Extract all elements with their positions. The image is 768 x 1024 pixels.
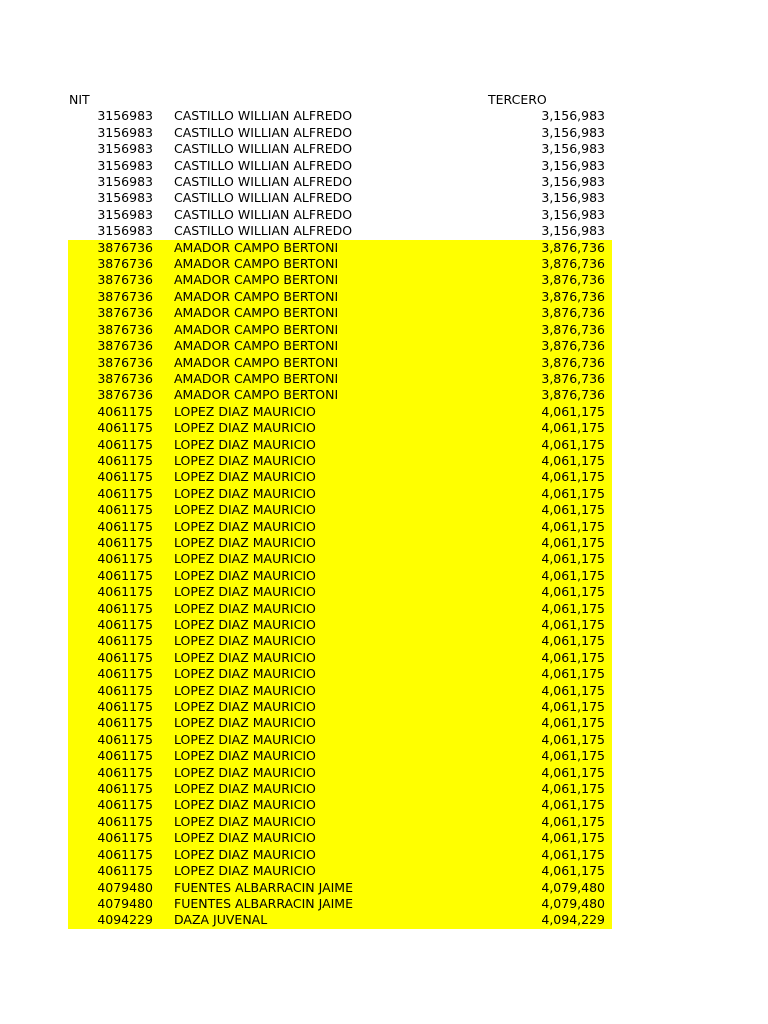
nit-cell: 4061175 <box>97 649 153 665</box>
nit-cell: 3876736 <box>97 354 153 370</box>
nit-cell: 3156983 <box>97 190 153 206</box>
table-row <box>68 683 612 699</box>
nit-cell: 4061175 <box>97 452 153 468</box>
table-row <box>68 404 612 420</box>
value-cell: 3,876,736 <box>541 256 605 272</box>
table-row <box>68 584 612 600</box>
nit-cell: 3156983 <box>97 174 153 190</box>
name-cell: LOPEZ DIAZ MAURICIO <box>174 551 316 567</box>
name-cell: LOPEZ DIAZ MAURICIO <box>174 682 316 698</box>
name-cell: LOPEZ DIAZ MAURICIO <box>174 600 316 616</box>
name-cell: LOPEZ DIAZ MAURICIO <box>174 502 316 518</box>
name-cell: LOPEZ DIAZ MAURICIO <box>174 567 316 583</box>
value-cell: 3,156,983 <box>541 174 605 190</box>
table-row <box>68 223 612 239</box>
name-cell: LOPEZ DIAZ MAURICIO <box>174 518 316 534</box>
value-cell: 4,061,175 <box>541 715 605 731</box>
value-cell: 4,061,175 <box>541 469 605 485</box>
name-cell: LOPEZ DIAZ MAURICIO <box>174 781 316 797</box>
table-row <box>68 601 612 617</box>
value-cell: 4,094,229 <box>541 912 605 928</box>
table-row <box>68 797 612 813</box>
name-cell: LOPEZ DIAZ MAURICIO <box>174 469 316 485</box>
table-body <box>68 108 612 928</box>
value-cell: 4,061,175 <box>541 452 605 468</box>
nit-cell: 4061175 <box>97 715 153 731</box>
table-row <box>68 125 612 141</box>
name-cell: AMADOR CAMPO BERTONI <box>174 354 339 370</box>
name-cell: LOPEZ DIAZ MAURICIO <box>174 715 316 731</box>
name-cell: LOPEZ DIAZ MAURICIO <box>174 764 316 780</box>
nit-cell: 3156983 <box>97 157 153 173</box>
value-cell: 3,876,736 <box>541 338 605 354</box>
value-cell: 3,156,983 <box>541 124 605 140</box>
name-cell: LOPEZ DIAZ MAURICIO <box>174 617 316 632</box>
table-row <box>68 240 612 256</box>
name-cell: AMADOR CAMPO BERTONI <box>174 338 339 354</box>
table-row <box>68 551 612 567</box>
name-cell: LOPEZ DIAZ MAURICIO <box>174 797 316 813</box>
nit-cell: 4061175 <box>97 534 153 550</box>
nit-cell: 4061175 <box>97 436 153 452</box>
value-cell: 4,061,175 <box>541 502 605 518</box>
name-cell: LOPEZ DIAZ MAURICIO <box>174 863 316 879</box>
value-cell: 4,061,175 <box>541 748 605 764</box>
name-cell: LOPEZ DIAZ MAURICIO <box>174 666 316 682</box>
nit-cell: 4079480 <box>97 895 153 911</box>
nit-cell: 4061175 <box>97 863 153 879</box>
table-row <box>68 207 612 223</box>
value-cell: 3,876,736 <box>541 305 605 321</box>
name-cell: AMADOR CAMPO BERTONI <box>174 272 339 288</box>
value-cell: 4,061,175 <box>541 485 605 501</box>
value-cell: 4,079,480 <box>541 879 605 895</box>
nit-cell: 3156983 <box>97 223 153 239</box>
table-row <box>68 437 612 453</box>
nit-cell: 3156983 <box>97 141 153 157</box>
name-cell: CASTILLO WILLIAN ALFREDO <box>174 223 353 239</box>
value-cell: 4,061,175 <box>541 518 605 534</box>
table-row <box>68 174 612 190</box>
table-row <box>68 863 612 879</box>
value-cell: 4,061,175 <box>541 682 605 698</box>
nit-cell: 4061175 <box>97 748 153 764</box>
name-cell: LOPEZ DIAZ MAURICIO <box>174 485 316 501</box>
table-row <box>68 732 612 748</box>
table-row <box>68 305 612 321</box>
name-cell: LOPEZ DIAZ MAURICIO <box>174 813 316 829</box>
value-cell: 4,061,175 <box>541 699 605 715</box>
name-cell: AMADOR CAMPO BERTONI <box>174 239 339 255</box>
name-cell: LOPEZ DIAZ MAURICIO <box>174 452 316 468</box>
value-cell: 3,876,736 <box>541 370 605 386</box>
nit-cell: 3876736 <box>97 272 153 288</box>
table-row <box>68 748 612 764</box>
nit-cell: 3876736 <box>97 256 153 272</box>
nit-cell: 4061175 <box>97 830 153 846</box>
nit-cell: 4061175 <box>97 633 153 649</box>
nit-cell: 4061175 <box>97 731 153 747</box>
table-row <box>68 108 612 124</box>
name-cell: LOPEZ DIAZ MAURICIO <box>174 633 316 649</box>
value-cell: 3,156,983 <box>541 108 605 124</box>
nit-cell: 4061175 <box>97 764 153 780</box>
table-row <box>68 371 612 387</box>
nit-cell: 4061175 <box>97 617 153 632</box>
nit-cell: 4061175 <box>97 666 153 682</box>
name-cell: FUENTES ALBARRACIN JAIME <box>174 879 353 895</box>
nit-cell: 3876736 <box>97 305 153 321</box>
header-row <box>68 92 612 108</box>
table-row <box>68 322 612 338</box>
table-row <box>68 190 612 206</box>
name-cell: LOPEZ DIAZ MAURICIO <box>174 436 316 452</box>
table-row <box>68 272 612 288</box>
name-cell: DAZA JUVENAL <box>174 912 268 928</box>
value-cell: 4,061,175 <box>541 649 605 665</box>
spreadsheet <box>68 92 612 929</box>
table-row <box>68 814 612 830</box>
name-cell: LOPEZ DIAZ MAURICIO <box>174 420 316 436</box>
name-cell: LOPEZ DIAZ MAURICIO <box>174 584 316 600</box>
nit-cell: 4061175 <box>97 567 153 583</box>
value-cell: 3,876,736 <box>541 387 605 403</box>
nit-cell: 4061175 <box>97 699 153 715</box>
nit-cell: 3876736 <box>97 370 153 386</box>
name-cell: LOPEZ DIAZ MAURICIO <box>174 748 316 764</box>
table-row <box>68 715 612 731</box>
value-cell: 3,156,983 <box>541 206 605 222</box>
table-row <box>68 847 612 863</box>
table-row <box>68 141 612 157</box>
table-row <box>68 568 612 584</box>
table-row <box>68 633 612 649</box>
value-cell: 4,061,175 <box>541 731 605 747</box>
nit-cell: 3876736 <box>97 239 153 255</box>
nit-cell: 3156983 <box>97 206 153 222</box>
value-cell: 3,156,983 <box>541 141 605 157</box>
nit-cell: 4061175 <box>97 600 153 616</box>
nit-cell: 4061175 <box>97 846 153 862</box>
table-row <box>68 781 612 797</box>
table-row <box>68 650 612 666</box>
table-row <box>68 830 612 846</box>
nit-cell: 4061175 <box>97 502 153 518</box>
value-cell: 4,061,175 <box>541 633 605 649</box>
value-cell: 4,061,175 <box>541 403 605 419</box>
table-row <box>68 912 612 928</box>
nit-cell: 3876736 <box>97 321 153 337</box>
name-cell: LOPEZ DIAZ MAURICIO <box>174 846 316 862</box>
nit-cell: 4079480 <box>97 879 153 895</box>
value-cell: 4,061,175 <box>541 830 605 846</box>
value-cell: 4,061,175 <box>541 764 605 780</box>
nit-cell: 4061175 <box>97 469 153 485</box>
table-row <box>68 502 612 518</box>
nit-cell: 3876736 <box>97 288 153 304</box>
nit-cell: 4061175 <box>97 781 153 797</box>
table-row <box>68 256 612 272</box>
value-cell: 3,156,983 <box>541 223 605 239</box>
nit-cell: 3156983 <box>97 124 153 140</box>
name-cell: AMADOR CAMPO BERTONI <box>174 288 339 304</box>
value-cell: 4,061,175 <box>541 617 605 632</box>
nit-cell: 4061175 <box>97 403 153 419</box>
nit-cell: 4061175 <box>97 551 153 567</box>
name-cell: LOPEZ DIAZ MAURICIO <box>174 830 316 846</box>
nit-cell: 4094229 <box>97 912 153 928</box>
table-row <box>68 420 612 436</box>
table-row <box>68 387 612 403</box>
value-cell: 4,061,175 <box>541 600 605 616</box>
table-row <box>68 289 612 305</box>
name-cell: CASTILLO WILLIAN ALFREDO <box>174 157 353 173</box>
value-cell: 4,079,480 <box>541 895 605 911</box>
value-cell: 4,061,175 <box>541 797 605 813</box>
nit-cell: 4061175 <box>97 420 153 436</box>
name-cell: AMADOR CAMPO BERTONI <box>174 370 339 386</box>
nit-cell: 4061175 <box>97 518 153 534</box>
name-cell: AMADOR CAMPO BERTONI <box>174 387 339 403</box>
name-cell: CASTILLO WILLIAN ALFREDO <box>174 141 353 157</box>
value-cell: 3,876,736 <box>541 272 605 288</box>
name-cell: CASTILLO WILLIAN ALFREDO <box>174 174 353 190</box>
name-cell: LOPEZ DIAZ MAURICIO <box>174 699 316 715</box>
table-row <box>68 617 612 633</box>
value-cell: 4,061,175 <box>541 584 605 600</box>
value-cell: 3,156,983 <box>541 190 605 206</box>
value-cell: 4,061,175 <box>541 813 605 829</box>
value-cell: 3,876,736 <box>541 354 605 370</box>
table-row <box>68 486 612 502</box>
header-nit: NIT <box>69 92 90 107</box>
nit-cell: 3876736 <box>97 338 153 354</box>
table-row <box>68 469 612 485</box>
value-cell: 4,061,175 <box>541 551 605 567</box>
nit-cell: 4061175 <box>97 584 153 600</box>
nit-cell: 3876736 <box>97 387 153 403</box>
table-row <box>68 158 612 174</box>
nit-cell: 4061175 <box>97 813 153 829</box>
header-tercero: TERCERO <box>488 92 547 107</box>
value-cell: 4,061,175 <box>541 436 605 452</box>
name-cell: LOPEZ DIAZ MAURICIO <box>174 731 316 747</box>
name-cell: FUENTES ALBARRACIN JAIME <box>174 895 353 911</box>
nit-cell: 4061175 <box>97 797 153 813</box>
name-cell: CASTILLO WILLIAN ALFREDO <box>174 108 353 124</box>
name-cell: CASTILLO WILLIAN ALFREDO <box>174 124 353 140</box>
value-cell: 3,876,736 <box>541 321 605 337</box>
table-row <box>68 765 612 781</box>
value-cell: 3,156,983 <box>541 157 605 173</box>
table-row <box>68 453 612 469</box>
value-cell: 4,061,175 <box>541 666 605 682</box>
table-row <box>68 338 612 354</box>
name-cell: CASTILLO WILLIAN ALFREDO <box>174 206 353 222</box>
name-cell: LOPEZ DIAZ MAURICIO <box>174 403 316 419</box>
name-cell: LOPEZ DIAZ MAURICIO <box>174 534 316 550</box>
value-cell: 4,061,175 <box>541 534 605 550</box>
nit-cell: 3156983 <box>97 108 153 124</box>
table-row <box>68 519 612 535</box>
value-cell: 3,876,736 <box>541 288 605 304</box>
name-cell: AMADOR CAMPO BERTONI <box>174 305 339 321</box>
name-cell: AMADOR CAMPO BERTONI <box>174 256 339 272</box>
table-row <box>68 880 612 896</box>
value-cell: 4,061,175 <box>541 420 605 436</box>
table-row <box>68 699 612 715</box>
name-cell: CASTILLO WILLIAN ALFREDO <box>174 190 353 206</box>
value-cell: 3,876,736 <box>541 239 605 255</box>
name-cell: AMADOR CAMPO BERTONI <box>174 321 339 337</box>
table-row <box>68 355 612 371</box>
value-cell: 4,061,175 <box>541 567 605 583</box>
nit-cell: 4061175 <box>97 682 153 698</box>
value-cell: 4,061,175 <box>541 846 605 862</box>
table-row <box>68 666 612 682</box>
name-cell: LOPEZ DIAZ MAURICIO <box>174 649 316 665</box>
nit-cell: 4061175 <box>97 485 153 501</box>
table-row <box>68 535 612 551</box>
value-cell: 4,061,175 <box>541 863 605 879</box>
value-cell: 4,061,175 <box>541 781 605 797</box>
table-row <box>68 896 612 912</box>
